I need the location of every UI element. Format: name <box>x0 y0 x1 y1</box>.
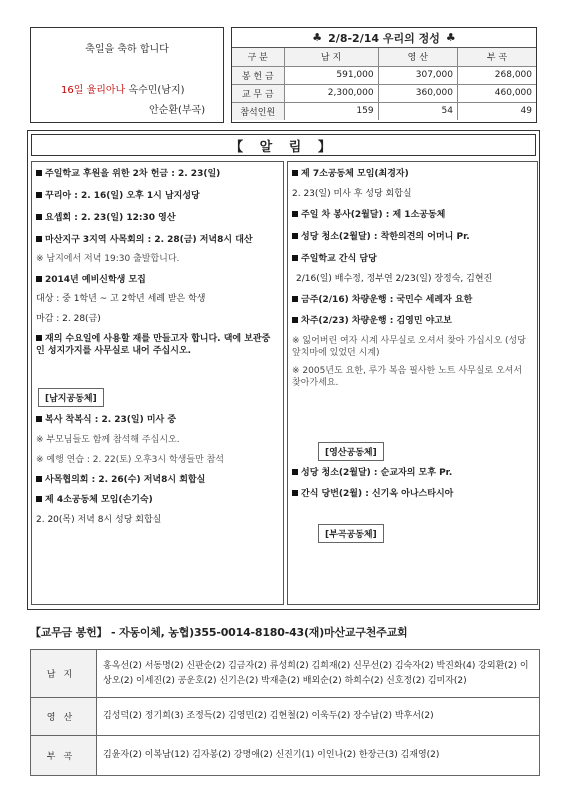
square-bullet-icon <box>292 211 298 217</box>
square-bullet-icon <box>36 236 42 242</box>
donor-list: 김윤자(2) 이복남(12) 김자봉(2) 강명애(2) 신진기(1) 이인나(2) 한장근(3) 김재영(2) <box>97 736 540 776</box>
list-item: 제 4소공동체 모임(손기숙) <box>36 494 153 506</box>
header-yeongsan: 영 산 <box>378 48 457 66</box>
square-bullet-icon <box>292 469 298 475</box>
square-bullet-icon <box>36 335 42 341</box>
square-bullet-icon <box>36 496 42 502</box>
list-item: 사목협의회 : 2. 26(수) 저녁8시 회합실 <box>36 474 205 486</box>
list-item: 주일학교 간식 담당 <box>292 253 377 265</box>
list-item: 재의 수요일에 사용할 재를 만들고자 합니다. 댁에 보관중인 성지가지를 사무실로 내어 주십시오. <box>36 334 271 356</box>
square-bullet-icon <box>292 170 298 176</box>
cell-value: 159 <box>284 102 378 120</box>
header-bugok: 부 곡 <box>457 48 536 66</box>
list-item: 주일 차 봉사(2월달) : 제 1소공동체 <box>292 209 445 221</box>
namji-community-header: [남지공동체] <box>38 388 104 407</box>
square-bullet-icon <box>36 276 42 282</box>
announcements-title: 【 알 림 】 <box>31 134 536 156</box>
yeongsan-community-header: [영산공동체] <box>318 442 384 461</box>
bugok-community-header: [부곡공동체] <box>318 524 384 543</box>
list-detail: 2. 20(목) 저녁 8시 성당 회합실 <box>36 515 162 525</box>
cell-value: 360,000 <box>378 84 457 102</box>
announcements-right-column <box>287 161 538 605</box>
community-name: 부곡 <box>31 736 97 776</box>
square-bullet-icon <box>36 192 42 198</box>
list-item: 2014년 예비신학생 모집 <box>36 274 146 286</box>
list-item: 요셉회 : 2. 23(일) 12:30 영산 <box>36 212 176 224</box>
cell-value: 268,000 <box>457 66 536 84</box>
list-item: 성당 청소(2월달) : 순교자의 모후 Pr. <box>292 467 452 479</box>
feast-day-date: 16일 <box>61 85 84 96</box>
list-detail: 2. 23(일) 미사 후 성당 회합실 <box>292 189 412 199</box>
square-bullet-icon <box>36 476 42 482</box>
offering-title-text: 2/8-2/14 우리의 정성 <box>328 31 440 45</box>
donor-list: 홍옥선(2) 서동명(2) 신판순(2) 김금자(2) 류성희(2) 김희재(2) 신무선(2) 김숙자(2) 박진화(4) 강외환(2) 이상오(2) 이세진(2) 공운호(2) 신기은(2) 박재춘(2) 배외순(2) 하희수(2) 신호정(2) 김미자(2) <box>97 650 540 698</box>
offering-title <box>232 28 536 48</box>
donor-list: 김성덕(2) 정기희(3) 조정득(2) 김영민(2) 김현철(2) 이욱두(2) 장수남(2) 박후서(2) <box>97 698 540 736</box>
square-bullet-icon <box>292 490 298 496</box>
table-row <box>232 102 536 120</box>
feast-day-person-2: 안순환(부곡) <box>149 105 206 116</box>
square-bullet-icon <box>292 296 298 302</box>
club-icon: ♣ <box>445 31 456 44</box>
cell-value: 591,000 <box>284 66 378 84</box>
list-note: ※ 예행 연습 : 2. 22(토) 오후3시 학생들만 참석 <box>36 455 224 465</box>
list-item: 주일학교 후원을 위한 2차 헌금 : 2. 23(일) <box>36 168 220 180</box>
list-note: ※ 부모님들도 함께 참석해 주십시오. <box>36 435 180 445</box>
table-row <box>232 66 536 84</box>
feast-day-line <box>61 81 185 96</box>
community-name: 남지 <box>31 650 97 698</box>
cell-value: 460,000 <box>457 84 536 102</box>
table-row <box>232 84 536 102</box>
cell-value: 2,300,000 <box>284 84 378 102</box>
list-item: 제 7소공동체 모임(최경자) <box>292 168 409 180</box>
square-bullet-icon <box>36 214 42 220</box>
list-detail: 마감 : 2. 28(금) <box>36 314 101 324</box>
square-bullet-icon <box>292 233 298 239</box>
feast-day-title: 축일을 축하 합니다 <box>85 44 169 55</box>
list-item: 차주(2/23) 차량운행 : 김영민 야고보 <box>292 315 452 327</box>
header-namji: 남 지 <box>284 48 378 66</box>
feast-day-person: 옥수민(남지) <box>128 85 185 96</box>
list-item: 마산지구 3지역 사목회의 : 2. 28(금) 저녁8시 대산 <box>36 234 253 246</box>
list-detail: 2/16(일) 배수정, 정부연 2/23(일) 장정숙, 김현진 <box>296 274 493 284</box>
feast-day-saint: 율리아나 <box>86 85 126 96</box>
offering-summary <box>231 27 537 123</box>
row-label: 참석인원 <box>232 102 284 120</box>
table-row <box>31 736 540 776</box>
announcements-panel <box>27 130 540 610</box>
feast-day-box <box>30 27 224 123</box>
list-item: 복사 착복식 : 2. 23(일) 미사 중 <box>36 414 176 426</box>
list-note: ※ 남지에서 저녁 19:30 출발합니다. <box>36 254 180 264</box>
donation-title: 【교무금 봉헌】 - 자동이체, 농협)355-0014-8180-43(재)마산교구천주교회 <box>30 626 408 639</box>
offering-table <box>232 48 536 120</box>
cell-value: 49 <box>520 106 532 117</box>
list-detail: 대상 : 중 1학년 ~ 고 2학년 세례 받은 학생 <box>36 294 206 304</box>
table-row <box>31 650 540 698</box>
list-item: 금주(2/16) 차량운행 : 국민수 세례자 요한 <box>292 294 472 306</box>
cell-value: 54 <box>378 102 457 120</box>
offering-header-row <box>232 48 536 66</box>
community-name: 영산 <box>31 698 97 736</box>
table-row <box>31 698 540 736</box>
list-note: ※ 2005년도 요한, 루가 복음 필사한 노트 사무실로 오셔서 찾아가세요. <box>292 366 523 388</box>
list-item: 간식 당번(2월) : 신기옥 아나스타시아 <box>292 488 453 500</box>
square-bullet-icon <box>36 170 42 176</box>
row-label: 교 무 금 <box>232 84 284 102</box>
announcements-left-column <box>31 161 284 605</box>
list-note: ※ 잃어버린 여자 시계 사무실로 오셔서 찾아 가십시오 (성당 앞치마에 있었던 시계) <box>292 336 526 358</box>
list-item: 성당 청소(2월달) : 착한의견의 어머니 Pr. <box>292 231 470 243</box>
square-bullet-icon <box>292 317 298 323</box>
club-icon: ♣ <box>312 31 323 44</box>
square-bullet-icon <box>292 255 298 261</box>
cell-value: 307,000 <box>378 66 457 84</box>
donors-table <box>30 649 540 776</box>
row-label: 봉 헌 금 <box>232 66 284 84</box>
header-category: 구 분 <box>232 48 284 66</box>
list-item: 꾸리아 : 2. 16(일) 오후 1시 남지성당 <box>36 190 200 202</box>
square-bullet-icon <box>36 416 42 422</box>
